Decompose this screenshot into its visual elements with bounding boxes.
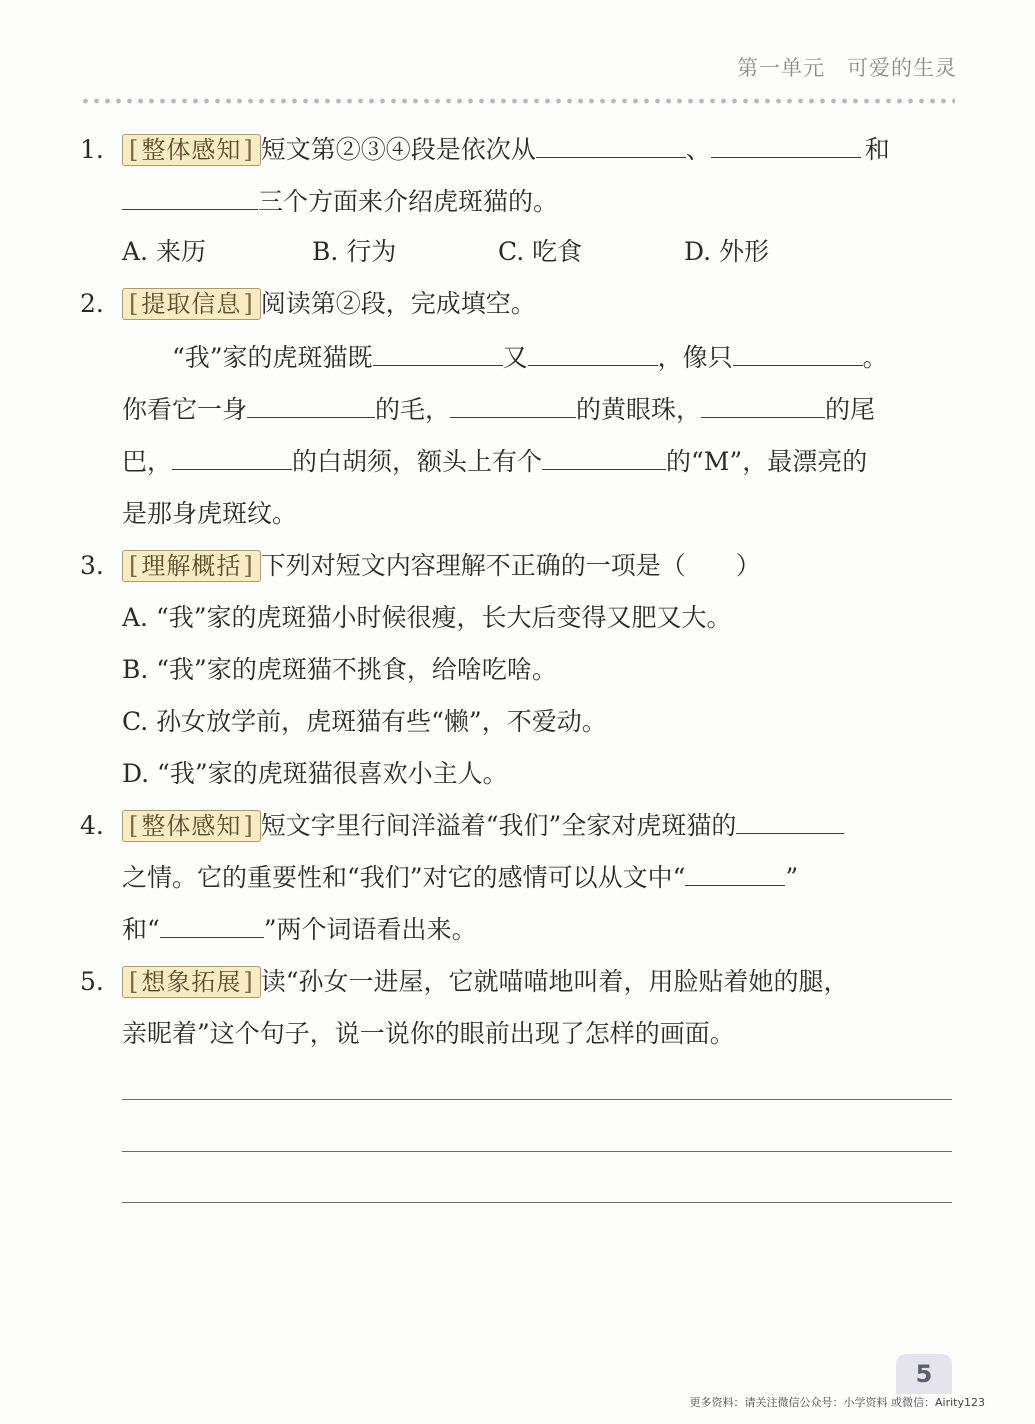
question-text: 的尾 bbox=[825, 395, 876, 424]
question-number: 5. bbox=[80, 967, 104, 996]
question-text: ” bbox=[785, 863, 799, 892]
question-text: 下列对短文内容理解不正确的一项是（ ） bbox=[260, 551, 761, 580]
question-line bbox=[122, 124, 890, 176]
question-text: 的黄眼珠， bbox=[576, 395, 702, 424]
question-text: 巴， bbox=[122, 447, 173, 476]
question-text: 三个方面来介绍虎斑猫的。 bbox=[258, 187, 559, 216]
question-text: 是那身虎斑纹。 bbox=[122, 499, 298, 528]
fill-blank[interactable] bbox=[701, 395, 825, 418]
fill-blank[interactable] bbox=[733, 343, 863, 366]
question-tag: [ 提取信息 ] bbox=[122, 288, 261, 320]
question-text: 亲昵着”这个句子，说一说你的眼前出现了怎样的画面。 bbox=[122, 1019, 735, 1048]
question-number: 3. bbox=[80, 551, 104, 580]
fill-blank[interactable] bbox=[736, 811, 844, 834]
option-b[interactable]: B. “我”家的虎斑猫不挑食，给啥吃啥。 bbox=[122, 655, 557, 684]
page-number: 5 bbox=[896, 1354, 952, 1394]
unit-header: 第一单元 可爱的生灵 bbox=[737, 56, 957, 80]
option-c[interactable]: C. 孙女放学前，虎斑猫有些“懒”，不爱动。 bbox=[122, 707, 607, 736]
option-a[interactable]: A. “我”家的虎斑猫小时候很瘦，长大后变得又肥又大。 bbox=[122, 603, 732, 632]
question-text: ，像只 bbox=[657, 343, 733, 372]
answer-line[interactable] bbox=[122, 1151, 952, 1152]
question-text: 又 bbox=[502, 343, 528, 372]
question-text: ”两个词语看出来。 bbox=[263, 915, 477, 944]
question-text: 。 bbox=[862, 343, 888, 372]
fill-blank[interactable] bbox=[450, 395, 576, 418]
question-text: 短文第②③④段是依次从 bbox=[260, 135, 536, 164]
question-text: 和“ bbox=[122, 915, 160, 944]
question-text: 的白胡须，额头上有个 bbox=[292, 447, 543, 476]
option-b[interactable]: B. 行为 bbox=[312, 237, 397, 266]
fill-blank[interactable] bbox=[536, 135, 686, 158]
question-tag: [ 理解概括 ] bbox=[122, 550, 261, 582]
option-d[interactable]: D. “我”家的虎斑猫很喜欢小主人。 bbox=[122, 759, 508, 788]
fill-blank[interactable] bbox=[685, 863, 785, 886]
question-number: 2. bbox=[80, 289, 104, 318]
question-tag: [ 整体感知 ] bbox=[122, 134, 261, 166]
question-text: 的毛， bbox=[375, 395, 451, 424]
question-number: 1. bbox=[80, 135, 104, 164]
fill-blank[interactable] bbox=[122, 187, 258, 210]
question-text: 短文字里行间洋溢着“我们”全家对虎斑猫的 bbox=[260, 811, 737, 840]
footer-note: 更多资料：请关注微信公众号：小学资料 或微信：Airity123 bbox=[689, 1396, 985, 1409]
answer-line[interactable] bbox=[122, 1202, 952, 1203]
separator: 、 bbox=[685, 135, 711, 164]
question-text: 的“M”，最漂亮的 bbox=[666, 447, 868, 476]
fill-blank[interactable] bbox=[542, 447, 666, 470]
fill-blank[interactable] bbox=[160, 915, 264, 938]
question-text: 之情。它的重要性和“我们”对它的感情可以从文中“ bbox=[122, 863, 686, 892]
question-text: “我”家的虎斑猫既 bbox=[172, 343, 373, 372]
dotted-divider bbox=[80, 98, 955, 104]
fill-blank[interactable] bbox=[172, 447, 292, 470]
question-text: 读“孙女一进屋，它就喵喵地叫着，用脸贴着她的腿， bbox=[260, 967, 849, 996]
question-number: 4. bbox=[80, 811, 104, 840]
question-text: 你看它一身 bbox=[122, 395, 248, 424]
question-tag: [ 想象拓展 ] bbox=[122, 966, 261, 998]
fill-blank[interactable] bbox=[373, 343, 503, 366]
separator: 和 bbox=[864, 135, 890, 164]
answer-line[interactable] bbox=[122, 1099, 952, 1100]
question-tag: [ 整体感知 ] bbox=[122, 810, 261, 842]
option-d[interactable]: D. 外形 bbox=[684, 237, 770, 266]
fill-blank[interactable] bbox=[711, 135, 861, 158]
option-a[interactable]: A. 来历 bbox=[122, 237, 206, 266]
fill-blank[interactable] bbox=[247, 395, 375, 418]
option-c[interactable]: C. 吃食 bbox=[498, 237, 583, 266]
fill-blank[interactable] bbox=[528, 343, 658, 366]
question-text: 阅读第②段，完成填空。 bbox=[260, 289, 536, 318]
